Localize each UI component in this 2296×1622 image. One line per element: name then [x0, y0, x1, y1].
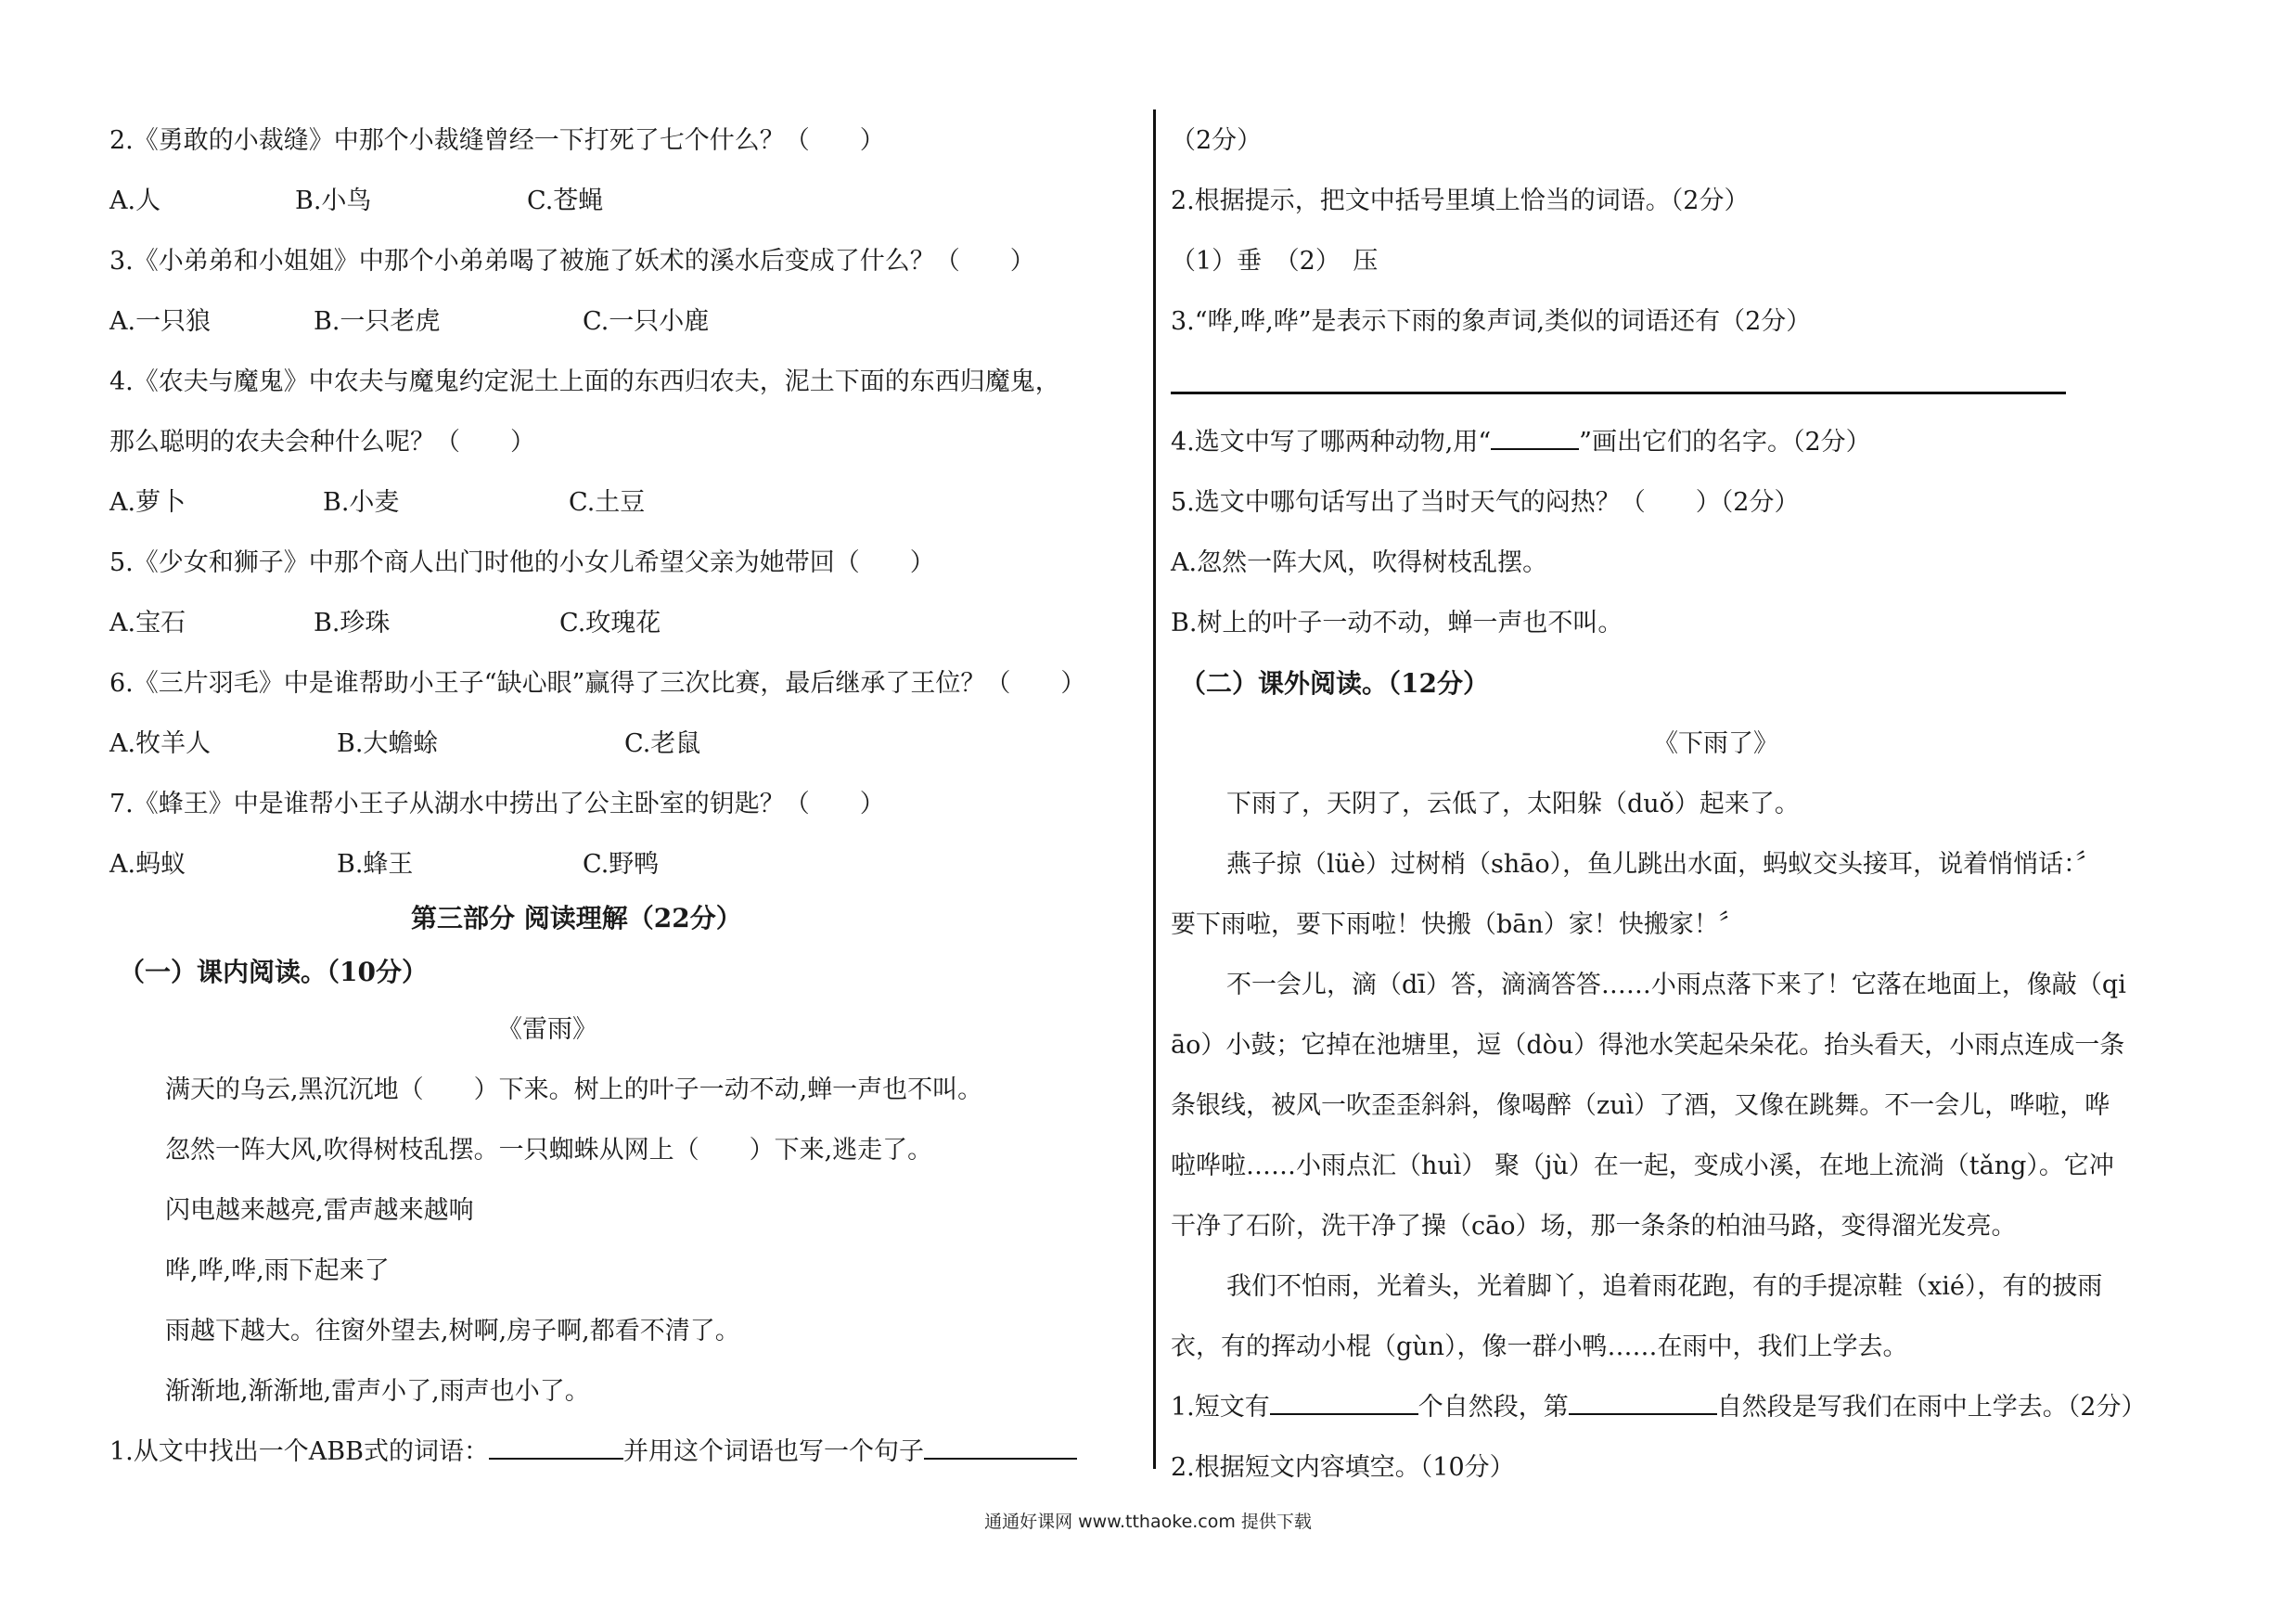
story-question-1-text-c: 自然段是写我们在雨中上学去。（2分） — [1716, 1393, 2147, 1422]
option: A.人 — [109, 187, 161, 215]
story-line: 啦哗啦……小雨点汇（huì） 聚（jù）在一起，变成小溪，在地上流淌（tǎng）。它冲 — [1171, 1152, 2114, 1180]
option: B.大蟾蜍 — [337, 729, 439, 758]
story-question-2: 2.根据短文内容填空。（10分） — [1171, 1453, 1515, 1482]
option: A.蚂蚁 — [109, 850, 186, 879]
poem-line: 忽然一阵大风,吹得树枝乱摆。一只蜘蛛从网上（ ）下来,逃走了。 — [165, 1136, 933, 1165]
poem-line: 渐渐地,渐渐地,雷声小了,雨声也小了。 — [165, 1377, 590, 1406]
option: C.土豆 — [569, 488, 646, 517]
answer-line[interactable] — [1171, 392, 2066, 394]
reading-question-5-option-a: A.忽然一阵大风，吹得树枝乱摆。 — [1171, 548, 1548, 577]
reading-question-3: 3.“哗,哗,哗”是表示下雨的象声词,类似的词语还有（2分） — [1171, 307, 1812, 336]
reading-question-4-text-b: ”画出它们的名字。（2分） — [1579, 428, 1871, 457]
part3-title: 第三部分 阅读理解（22分） — [411, 903, 742, 933]
option: B.一只老虎 — [314, 307, 441, 336]
option: C.一只小鹿 — [583, 307, 710, 336]
question-1-text-b: 并用这个词语也写一个句子 — [622, 1437, 924, 1466]
reading-question-2: 2.根据提示，把文中括号里填上恰当的词语。（2分） — [1171, 187, 1750, 215]
option: A.一只狼 — [109, 307, 212, 336]
question-5: 5.《少女和狮子》中那个商人出门时他的小女儿希望父亲为她带回（ ） — [109, 548, 935, 577]
answer-blank[interactable] — [1569, 1391, 1717, 1415]
column-divider — [1153, 109, 1156, 1469]
reading-question-4 — [1171, 424, 1871, 461]
section1-title: （一）课内阅读。（10分） — [119, 957, 428, 987]
story-question-1-text-b: 个自然段，第 — [1417, 1393, 1569, 1422]
option: A.牧羊人 — [109, 729, 212, 758]
story-line: āo）小鼓；它掉在池塘里，逗（dòu）得池水笑起朵朵花。抬头看天，小雨点连成一条 — [1171, 1031, 2125, 1060]
story-question-1-text-a: 1.短文有 — [1171, 1393, 1270, 1422]
option: C.玫瑰花 — [559, 609, 661, 637]
story-line: 要下雨啦，要下雨啦！快搬（bān）家！快搬家！〞 — [1171, 910, 1744, 939]
question-6: 6.《三片羽毛》中是谁帮助小王子“缺心眼”赢得了三次比赛，最后继承了王位？（ ） — [109, 669, 1086, 698]
poem-title: 《雷雨》 — [497, 1015, 597, 1044]
story-line: 衣，有的挥动小棍（gùn），像一群小鸭……在雨中，我们上学去。 — [1171, 1332, 1908, 1361]
story-line: 我们不怕雨，光着头，光着脚丫，追着雨花跑，有的手提凉鞋（xié），有的披雨 — [1226, 1272, 2103, 1301]
story-line: 干净了石阶，洗干净了操（cāo）场，那一条条的柏油马路，变得溜光发亮。 — [1171, 1212, 2017, 1241]
option: B.珍珠 — [314, 609, 391, 637]
poem-line: 满天的乌云,黑沉沉地（ ）下来。树上的叶子一动不动,蝉一声也不叫。 — [165, 1075, 983, 1104]
option: C.老鼠 — [624, 729, 701, 758]
answer-blank[interactable] — [489, 1435, 623, 1460]
story-question-1 — [1171, 1389, 2146, 1426]
option: A.萝卜 — [109, 488, 186, 517]
question-3: 3.《小弟弟和小姐姐》中那个小弟弟喝了被施了妖术的溪水后变成了什么？（ ） — [109, 247, 1035, 276]
underline-sample — [1491, 426, 1579, 450]
option: C.野鸭 — [583, 850, 660, 879]
question-2: 2.《勇敢的小裁缝》中那个小裁缝曾经一下打死了七个什么？（ ） — [109, 126, 885, 155]
answer-blank[interactable] — [924, 1435, 1077, 1460]
question-4-line2: 那么聪明的农夫会种什么呢？（ ） — [109, 428, 535, 457]
story-line: 下雨了，天阴了，云低了，太阳躲（duǒ）起来了。 — [1226, 790, 1800, 818]
option: B.小麦 — [323, 488, 400, 517]
story-line: 条银线，被风一吹歪歪斜斜，像喝醉（zuì）了酒，又像在跳舞。不一会儿，哗啦，哗 — [1171, 1091, 2110, 1120]
question-1-text-a: 1.从文中找出一个ABB式的词语： — [109, 1437, 489, 1466]
question-4-line1: 4.《农夫与魔鬼》中农夫与魔鬼约定泥土上面的东西归农夫，泥土下面的东西归魔鬼， — [109, 367, 1060, 396]
question-1-abb — [109, 1434, 1077, 1471]
answer-blank[interactable] — [1270, 1391, 1418, 1415]
story-title: 《下雨了》 — [1653, 729, 1778, 758]
reading-question-5-option-b: B.树上的叶子一动不动，蝉一声也不叫。 — [1171, 609, 1623, 637]
page-footer: 通通好课网 www.tthaoke.com 提供下载 — [984, 1512, 1312, 1532]
score-continuation: （2分） — [1171, 126, 1263, 155]
poem-line: 哗,哗,哗,雨下起来了 — [165, 1256, 390, 1285]
story-line: 不一会儿，滴（dī）答，滴滴答答……小雨点落下来了！它落在地面上，像敲（qi — [1226, 971, 2126, 999]
option: B.蜂王 — [337, 850, 414, 879]
option: C.苍蝇 — [527, 187, 604, 215]
reading-question-5: 5.选文中哪句话写出了当时天气的闷热？（ ）（2分） — [1171, 488, 1800, 517]
poem-line: 雨越下越大。往窗外望去,树啊,房子啊,都看不清了。 — [165, 1317, 740, 1345]
option: B.小鸟 — [295, 187, 372, 215]
reading-question-2-hint: （1）垂 （2） 压 — [1171, 247, 1379, 276]
question-7: 7.《蜂王》中是谁帮小王子从湖水中捞出了公主卧室的钥匙？（ ） — [109, 790, 885, 818]
option: A.宝石 — [109, 609, 186, 637]
reading-question-4-text-a: 4.选文中写了哪两种动物,用“ — [1171, 428, 1492, 457]
section2-title: （二）课外阅读。（12分） — [1180, 668, 1489, 699]
story-line: 燕子掠（lüè）过树梢（shāo），鱼儿跳出水面，蚂蚁交头接耳，说着悄悄话：〞 — [1226, 850, 2101, 879]
poem-line: 闪电越来越亮,雷声越来越响 — [165, 1196, 474, 1225]
